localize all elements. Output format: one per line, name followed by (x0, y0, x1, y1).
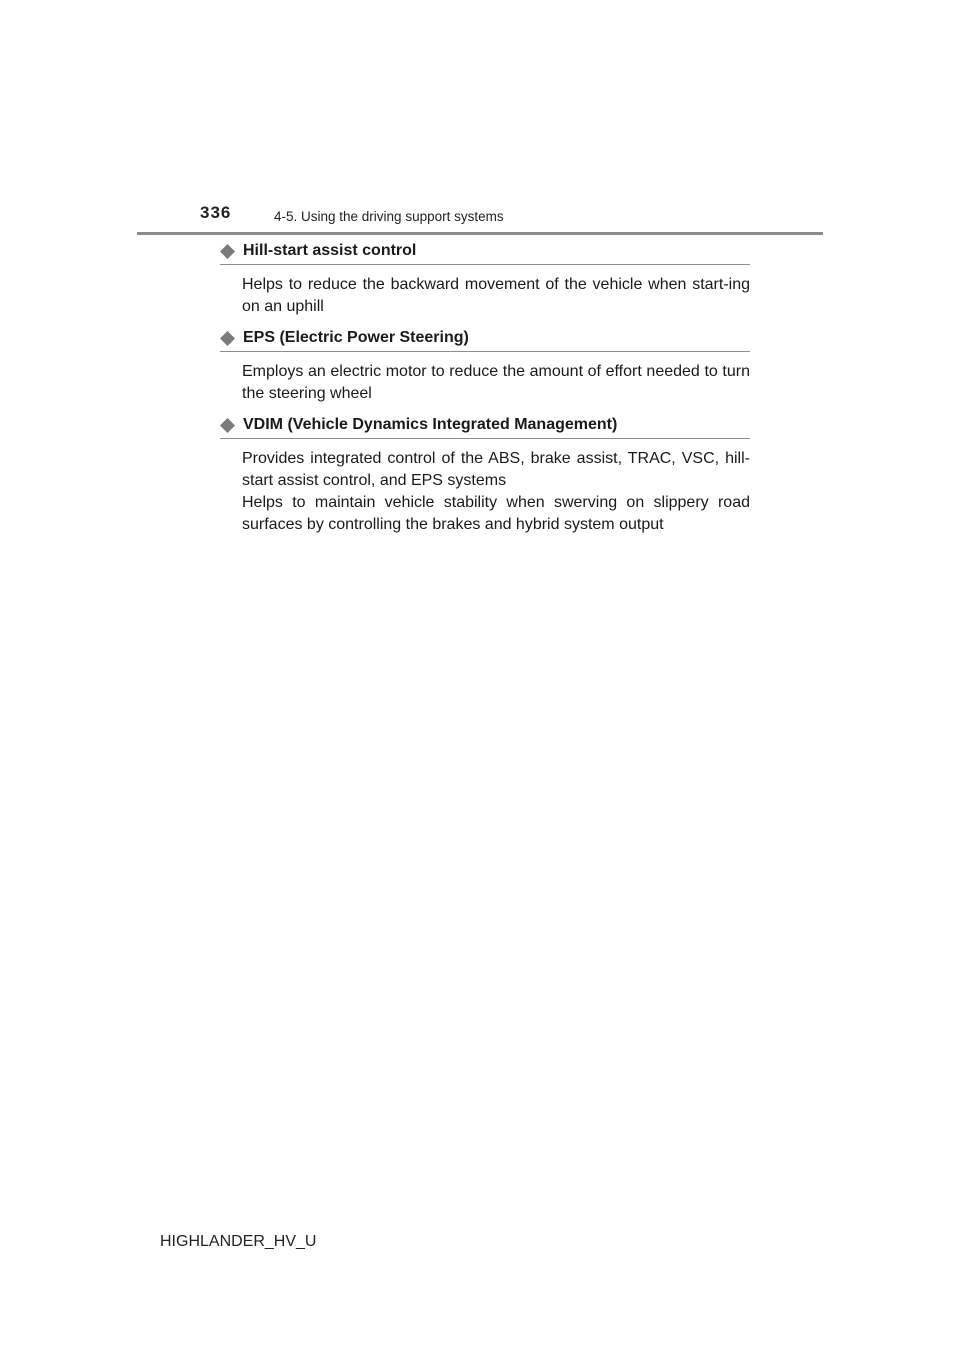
diamond-bullet-icon (220, 330, 237, 347)
item-body (242, 361, 750, 405)
item-heading (220, 415, 750, 439)
item-heading (220, 328, 750, 352)
item-title: VDIM (Vehicle Dynamics Integrated Management) (243, 416, 618, 433)
item-paragraph: Provides integrated control of the ABS, brake assist, TRAC, VSC, hill-start assist control, and EPS systems (242, 450, 750, 489)
item-hill-start-assist (220, 241, 750, 318)
item-body (242, 274, 750, 318)
item-heading (220, 241, 750, 265)
item-paragraph: Helps to maintain vehicle stability when swerving on slippery road surfaces by controlling the brakes and hybrid system output (242, 494, 750, 533)
page-number: 336 (200, 203, 232, 222)
item-vdim (220, 415, 750, 536)
item-body (242, 448, 750, 536)
section-title: 4-5. Using the driving support systems (274, 209, 504, 224)
item-paragraph: Employs an electric motor to reduce the amount of effort needed to turn the steering wheel (242, 363, 750, 402)
header-divider (137, 232, 823, 235)
diamond-bullet-icon (220, 243, 237, 260)
item-title: Hill-start assist control (243, 242, 417, 259)
item-title: EPS (Electric Power Steering) (243, 329, 469, 346)
footer-model-code: HIGHLANDER_HV_U (160, 1233, 317, 1250)
diamond-bullet-icon (220, 417, 237, 434)
content (220, 241, 750, 546)
item-eps (220, 328, 750, 405)
item-paragraph: Helps to reduce the backward movement of the vehicle when start-ing on an uphill (242, 276, 750, 315)
